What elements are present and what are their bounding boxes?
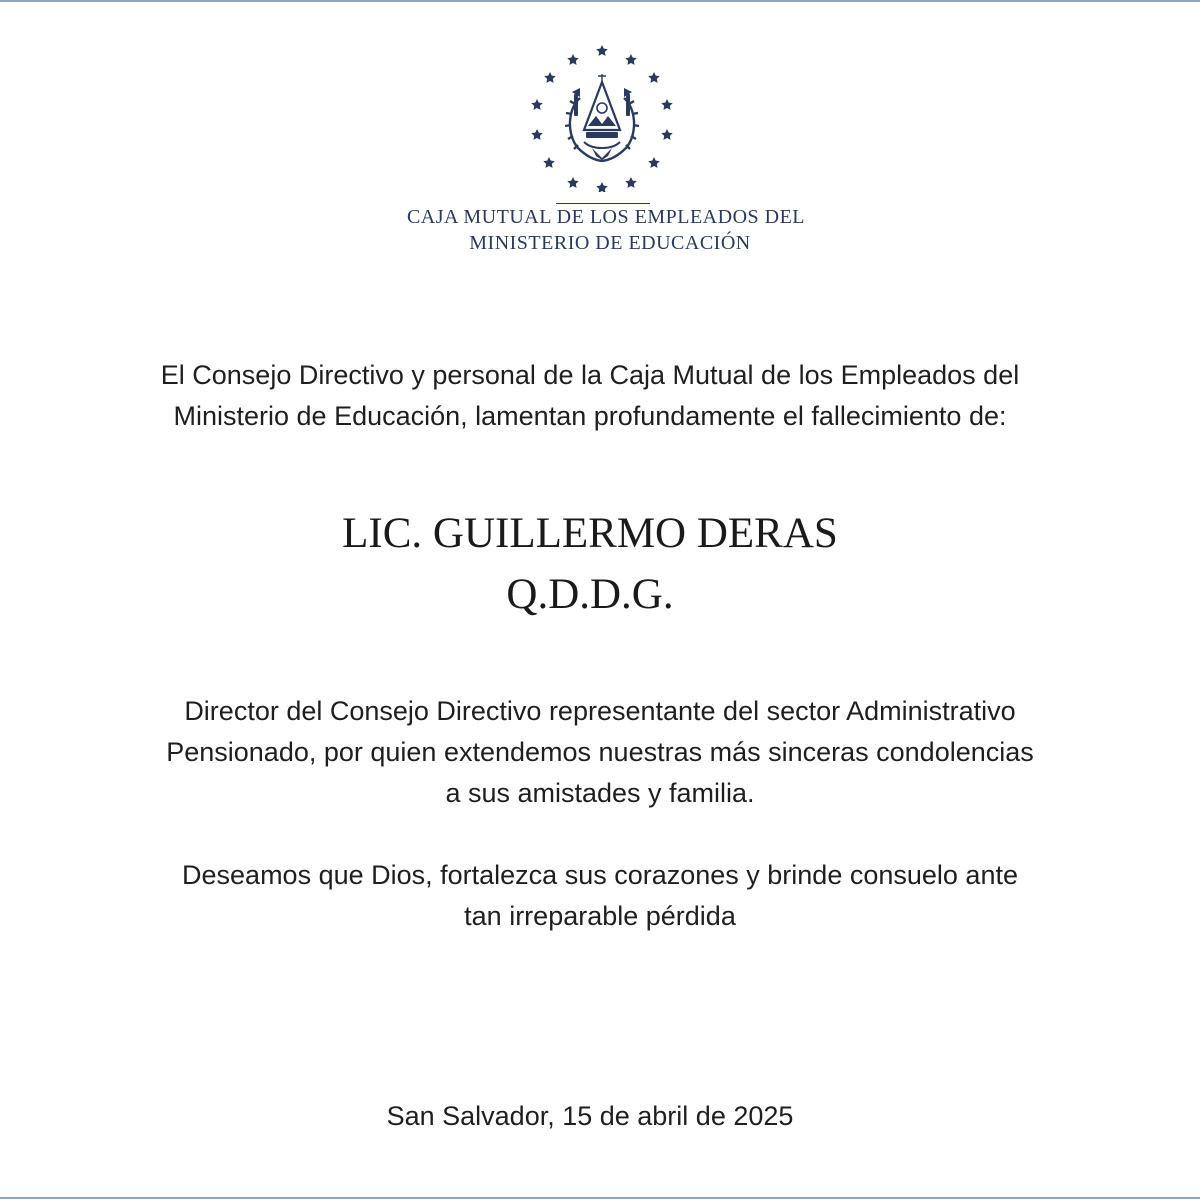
description-line-3: a sus amistades y familia. xyxy=(445,778,755,808)
description-paragraph xyxy=(100,691,1100,814)
intro-line-1: El Consejo Directivo y personal de la Caja Mutual de los Empleados del xyxy=(160,360,1020,390)
honorific: Q.D.D.G. xyxy=(506,571,674,618)
wish-line-1: Deseamos que Dios, fortalezca sus corazones y brinde consuelo ante xyxy=(182,860,1018,890)
bottom-border-line xyxy=(0,1197,1200,1199)
top-border-line xyxy=(0,0,1200,2)
intro-paragraph xyxy=(90,355,1090,437)
org-name-line-1: CAJA MUTUAL DE LOS EMPLEADOS DEL xyxy=(406,206,806,228)
place-date: San Salvador, 15 de abril de 2025 xyxy=(386,1101,794,1131)
el-salvador-coat-of-arms-icon xyxy=(528,42,674,192)
deceased-name: LIC. GUILLERMO DERAS xyxy=(342,510,838,557)
wish-line-2: tan irreparable pérdida xyxy=(464,901,736,931)
org-name-rule xyxy=(556,203,650,204)
description-line-2: Pensionado, por quien extendemos nuestras más sinceras condolencias xyxy=(166,737,1034,767)
description-line-1: Director del Consejo Directivo representante del sector Administrativo xyxy=(184,696,1016,726)
wish-paragraph xyxy=(100,855,1100,937)
org-name-line-2: MINISTERIO DE EDUCACIÓN xyxy=(469,232,751,254)
intro-line-2: Ministerio de Educación, lamentan profundamente el fallecimiento de: xyxy=(173,401,1007,431)
